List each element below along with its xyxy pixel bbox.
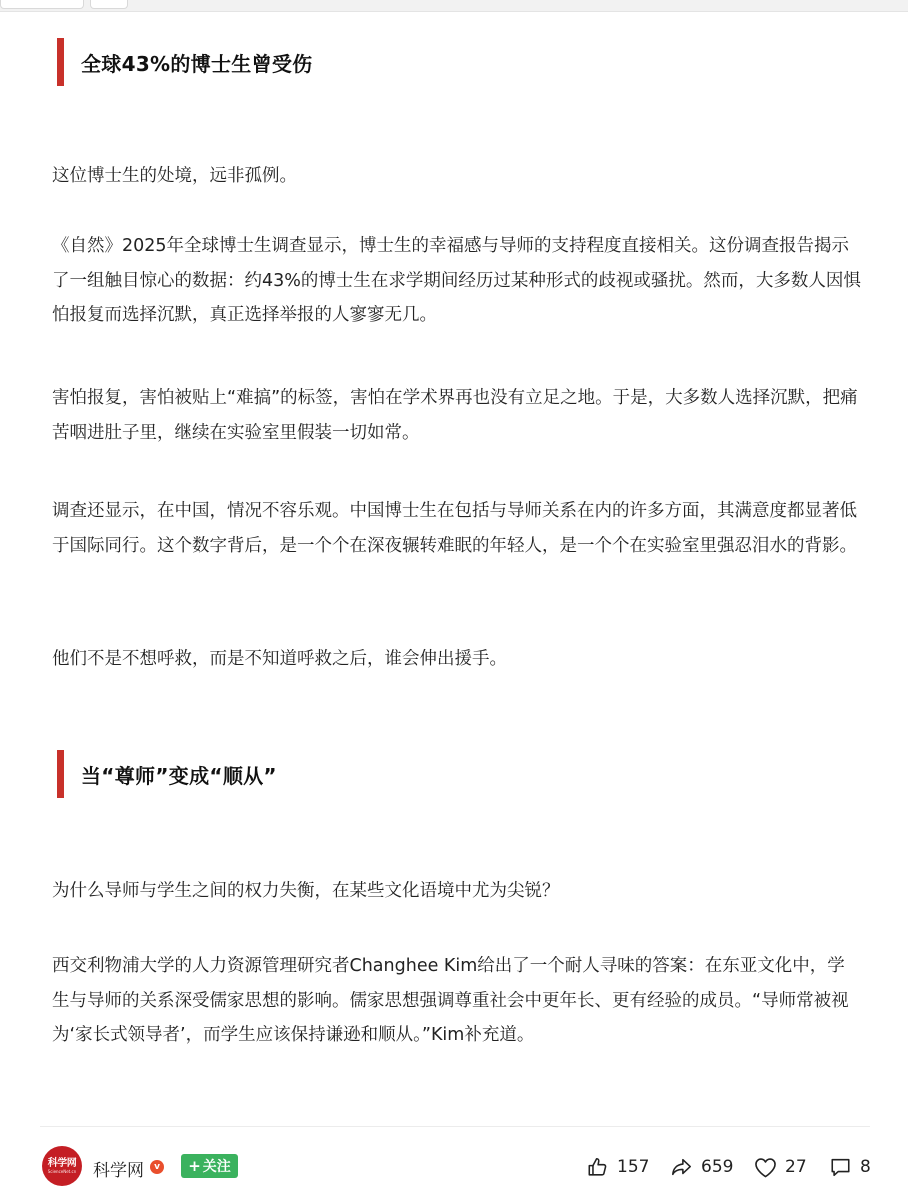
browser-tab[interactable] [0, 0, 84, 9]
author-avatar[interactable] [42, 1146, 82, 1186]
paragraph: 调查还显示，在中国，情况不容乐观。中国博士生在包括与导师关系在内的许多方面，其满意度都显著低于国际同行。这个数字背后，是一个个在深夜辗转难眠的年轻人，是一个个在实验室里强忍泪水的背影。 [52, 501, 857, 556]
heading-accent-bar [57, 38, 64, 86]
follow-label: 关注 [202, 1159, 231, 1175]
verified-badge-icon: v [150, 1160, 164, 1174]
avatar-logo-subtext: ScienceNet.cn [47, 1169, 77, 1174]
paragraph: 害怕报复，害怕被贴上“难搞”的标签，害怕在学术界再也没有立足之地。于是，大多数人选择沉默，把痛苦咽进肚子里，继续在实验室里假装一切如常。 [52, 388, 858, 443]
share-button[interactable] [670, 1152, 733, 1182]
comment-button[interactable] [829, 1152, 871, 1182]
comment-count: 8 [860, 1157, 871, 1177]
thumbs-up-icon [587, 1156, 609, 1178]
heading-accent-bar [57, 750, 64, 798]
comment-bubble-icon [829, 1156, 852, 1178]
browser-tab-strip [0, 0, 908, 12]
avatar-logo-text: 科学网 [47, 1158, 77, 1169]
follow-button[interactable] [181, 1154, 238, 1178]
paragraph: 这位博士生的处境，远非孤例。 [52, 166, 297, 186]
paragraph: 西交利物浦大学的人力资源管理研究者Changhee Kim给出了一个耐人寻味的答案：在东亚文化中，学生与导师的关系深受儒家思想的影响。儒家思想强调尊重社会中更年长、更有经验的成员。“导师常被视为‘家长式领导者’，而学生应该保持谦逊和顺从。”Kim补充道。 [52, 956, 849, 1045]
share-count: 659 [701, 1157, 734, 1177]
plus-icon: + [188, 1157, 201, 1175]
share-arrow-icon [670, 1156, 693, 1178]
article-action-bar [0, 1140, 908, 1196]
heart-icon [754, 1157, 777, 1178]
paragraph: 为什么导师与学生之间的权力失衡，在某些文化语境中尤为尖锐？ [52, 881, 560, 901]
section-heading-text: 当“尊师”变成“顺从” [81, 763, 277, 788]
paragraph: 他们不是不想呼救，而是不知道呼救之后，谁会伸出援手。 [52, 649, 507, 669]
paragraph: 《自然》2025年全球博士生调查显示，博士生的幸福感与导师的支持程度直接相关。这份调查报告揭示了一组触目惊心的数据：约43%的博士生在求学期间经历过某种形式的歧视或骚扰。然而，大多数人因惧怕报复而选择沉默，真正选择举报的人寥寥无几。 [52, 236, 861, 325]
browser-tab[interactable] [90, 0, 128, 9]
author-name[interactable]: 科学网 [93, 1161, 144, 1181]
like-button[interactable] [587, 1152, 649, 1182]
favorite-count: 27 [785, 1157, 807, 1177]
section-heading [57, 38, 312, 86]
favorite-button[interactable] [754, 1152, 807, 1182]
section-heading-text: 全球43%的博士生曾受伤 [81, 51, 313, 76]
like-count: 157 [617, 1157, 650, 1177]
footer-divider [40, 1126, 870, 1127]
section-heading [57, 750, 277, 798]
